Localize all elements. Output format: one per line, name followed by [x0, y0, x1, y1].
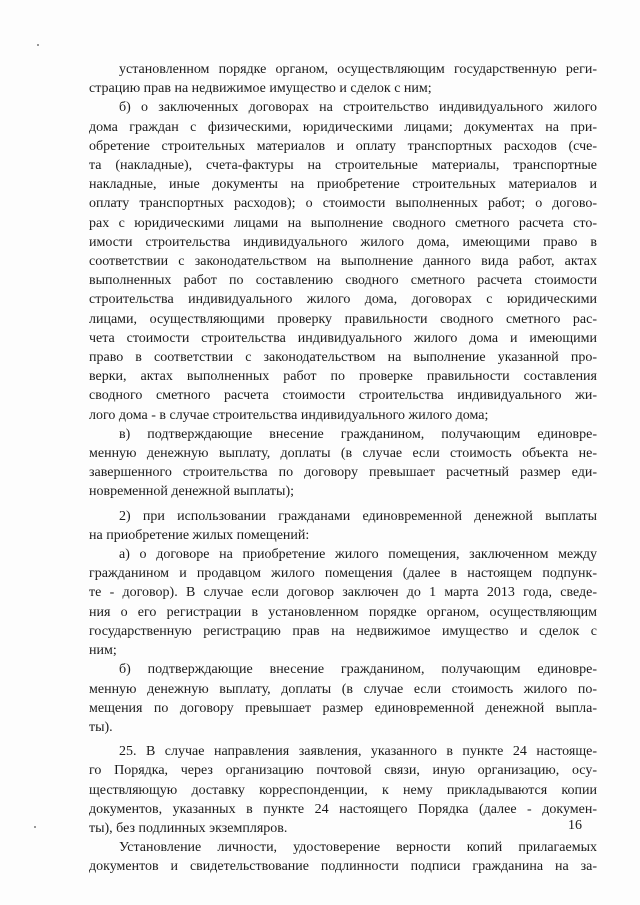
text-line: б) подтверждающие внесение гражданином, получающим единовре-: [119, 662, 597, 678]
scan-speck: [37, 44, 39, 46]
paragraph: [89, 545, 597, 660]
paragraph: [89, 507, 597, 545]
text-line: рах с юридическими лицами на выполнение сводного сметного расчета сто-: [89, 215, 597, 231]
text-line: сводного сметного расчета стоимости строительства индивидуального жи-: [89, 388, 597, 404]
text-line: установленном порядке органом, осуществляющим государственную реги-: [119, 62, 597, 77]
text-line: новременной денежной выплаты);: [89, 484, 294, 500]
scan-speck: [34, 826, 36, 828]
text-line: ты).: [89, 719, 113, 735]
text-line: менную денежную выплату, доплаты (в случае если стоимость жилого по-: [89, 681, 597, 697]
text-line: страцию прав на недвижимое имущество и сделок с ним;: [89, 81, 432, 97]
text-line: на приобретение жилых помещений:: [89, 527, 310, 543]
text-line: право в соответствии с законодательством на выполнение указанной про-: [89, 350, 597, 366]
text-line: имости строительства индивидуального жилого дома, имеющими право в: [89, 234, 597, 250]
text-line: ществляющую доставку корреспонденции, к нему прикладываются копии: [89, 782, 597, 798]
paragraph: [89, 98, 597, 424]
text-line: верки, актах выполненных работ по проверке правильности составления: [89, 369, 597, 385]
text-line: обретение строительных материалов и оплату транспортных расходов (сче-: [89, 138, 597, 154]
text-line: гражданином и продавцом жилого помещения (далее в настоящем подпунк-: [89, 566, 597, 582]
text-line: мещения по договору превышает размер единовременной денежной выпла-: [89, 700, 597, 716]
text-line: соответствии с законодательством на выполнение данного вида работ, актах: [89, 254, 597, 270]
text-line: документов и свидетельствование подлинности подписи гражданина на за-: [89, 859, 597, 875]
text-line: а) о договоре на приобретение жилого помещения, заключенном между: [119, 547, 597, 563]
text-line: го Порядка, через организацию почтовой связи, иную организацию, осу-: [89, 763, 597, 779]
text-line: ты), без подлинных экземпляров.: [89, 820, 288, 836]
text-line: накладные, иные документы на приобретение строительных материалов и: [89, 177, 597, 193]
text-line: менную денежную выплату, доплаты (в случае если стоимость объекта не-: [89, 446, 597, 462]
text-line: ним;: [89, 643, 117, 659]
text-line: чета стоимости строительства индивидуального жилого дома и имеющими: [89, 330, 597, 346]
text-line: лого дома - в случае строительства индивидуального жилого дома;: [89, 407, 489, 423]
paragraph: [89, 742, 597, 838]
text-line: документов, указанных в пункте 24 настоящего Порядка (далее - докумен-: [89, 801, 597, 817]
text-line: дома граждан с физическими, юридическими лицами; документах на при-: [89, 119, 597, 135]
text-line: строительства индивидуального жилого дома, договорах с юридическими: [89, 292, 597, 308]
text-line: 25. В случае направления заявления, указанного в пункте 24 настояще-: [119, 744, 597, 760]
document-body: [89, 60, 597, 877]
page-number: 16: [568, 818, 582, 833]
text-line: те - договор). В случае если договор заключен до 1 марта 2013 года, сведе-: [89, 585, 597, 601]
text-line: 2) при использовании гражданами единовременной денежной выплаты: [119, 508, 597, 524]
paragraph: [89, 838, 597, 876]
text-line: завершенного строительства по договору превышает расчетный размер еди-: [89, 465, 597, 481]
paragraph: [89, 60, 597, 98]
paragraph: [89, 425, 597, 502]
text-line: лицами, осуществляющими проверку правильности сводного сметного рас-: [89, 311, 597, 327]
text-line: ния о его регистрации в установленном порядке органом, осуществляющим: [89, 604, 597, 620]
text-line: оплату транспортных расходов); о стоимости выполненных работ; о догово-: [89, 196, 597, 212]
text-line: та (накладные), счета-фактуры на строительные материалы, транспортные: [89, 158, 597, 174]
text-line: государственную регистрацию прав на недвижимое имущество и сделок с: [89, 623, 597, 639]
paragraph: [89, 660, 597, 737]
text-line: б) о заключенных договорах на строительство индивидуального жилого: [119, 100, 597, 116]
text-line: в) подтверждающие внесение гражданином, получающим единовре-: [119, 426, 597, 442]
text-line: Установление личности, удостоверение верности копий прилагаемых: [119, 840, 597, 856]
text-line: выполненных работ по составлению сводного сметного расчета стоимости: [89, 273, 597, 289]
